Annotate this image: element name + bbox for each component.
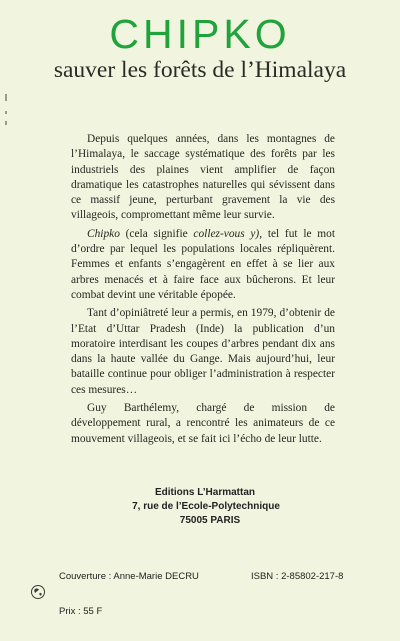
isbn: ISBN : 2-85802-217-8 (251, 571, 344, 582)
book-subtitle: sauver les forêts de l’Himalaya (53, 57, 347, 83)
publisher-block (0, 486, 400, 528)
edge-mark (5, 121, 7, 125)
globe-icon (30, 584, 46, 600)
blurb-text: , tel fut le mot d’ordre par lequel les populations locales répliquèrent. Femmes et enfants s’engagèrent en effet à se lier aux arbres menacés et à faire face aux bûcherons. Et leur combat devint une véritable épopée. (71, 227, 335, 301)
blurb-paragraph: Guy Barthélemy, chargé de mission de développement rural, a rencontré les animateurs de ce mouvement villageois, et se fait ici l’écho de leur lutte. (71, 402, 335, 445)
chipko-word: Chipko (87, 227, 120, 240)
publisher-address: 7, rue de l’Ecole-Polytechnique (132, 501, 280, 512)
blurb (71, 132, 335, 450)
price: Prix : 55 F (59, 606, 103, 617)
publisher-city: 75005 PARIS (179, 515, 241, 526)
edge-mark (5, 111, 7, 114)
blurb-paragraph: Tant d’opiniâtreté leur a permis, en 1979, d’obtenir de l’Etat d’Uttar Pradesh (Inde) la publication d’un moratoire interdisant les coupes d’arbres pendant dix ans dans la haute vallée du Gange. Mais aujourd’hui, leur bataille continue pour obliger l’administration à respecter ces mesures… (71, 307, 335, 396)
blurb-paragraph (71, 227, 335, 303)
blurb-paragraph: Depuis quelques années, dans les montagnes de l’Himalaya, le saccage systématique des forêts par les industriels des plaines vient amplifier de façon dramatique les catastrophes naturelles qui sévissent dans ce massif jeune, perturbant gravement la vie des villageois, compromettant même leur survie. (71, 133, 335, 222)
cover-credit: Couverture : Anne-Marie DECRU (59, 571, 199, 582)
book-title: CHIPKO (109, 11, 291, 57)
blurb-text: (cela signifie (119, 227, 194, 240)
chipko-meaning: collez-vous y) (193, 227, 260, 240)
publisher-name: Editions L’Harmattan (154, 487, 255, 498)
edge-mark (5, 94, 7, 101)
